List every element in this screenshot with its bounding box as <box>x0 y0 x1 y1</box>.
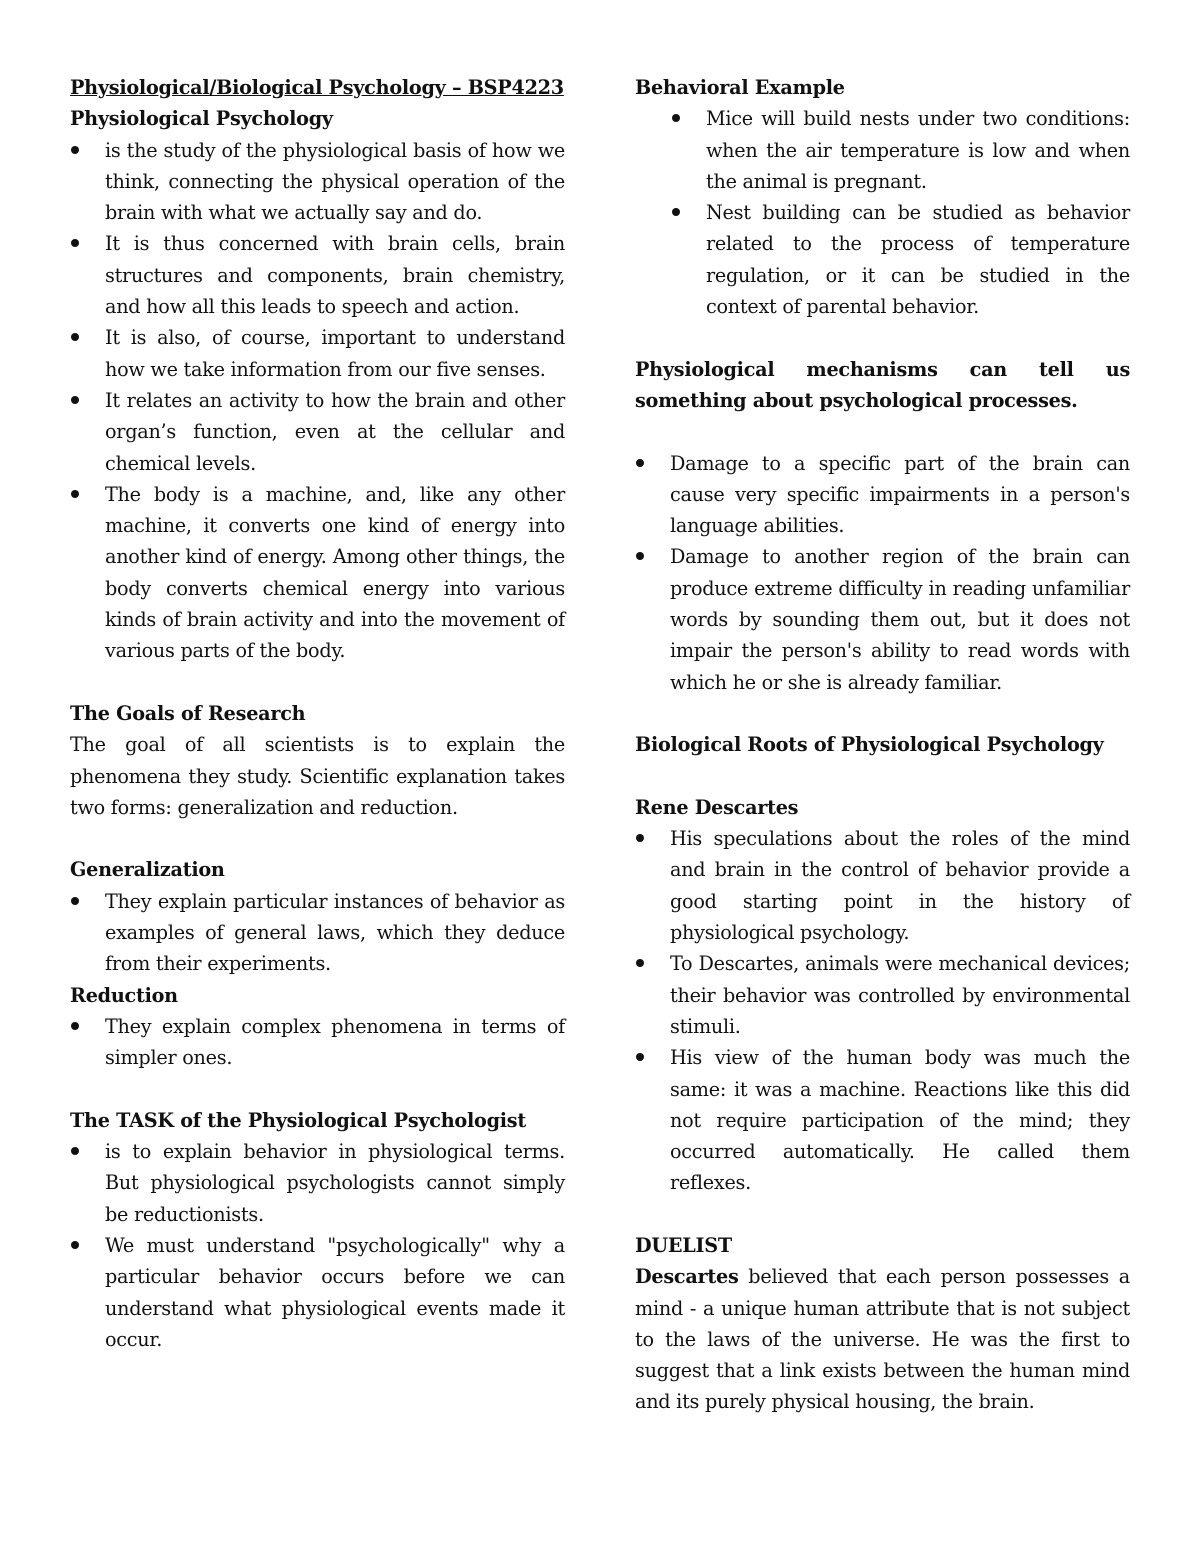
behavioral-example-list <box>671 103 1130 322</box>
bullet-icon <box>71 239 79 247</box>
bullet-icon <box>636 834 644 842</box>
list-item: Nest building can be studied as behavior related to the process of temperature regulation, or it can be studied in the context of parental behavior. <box>671 197 1130 322</box>
list-item: To Descartes, animals were mechanical devices; their behavior was controlled by environmental stimuli. <box>635 948 1130 1042</box>
left-column <box>70 72 565 1355</box>
bullet-icon <box>636 552 644 560</box>
right-column <box>635 72 1130 1418</box>
bullet-icon <box>71 1147 79 1155</box>
spacer <box>70 823 565 854</box>
bullet-icon <box>71 396 79 404</box>
heading-goals-of-research: The Goals of Research <box>70 701 306 725</box>
list-item: Damage to a specific part of the brain can cause very specific impairments in a person's language abilities. <box>635 448 1130 542</box>
mechanisms-list <box>635 448 1130 698</box>
list-item: We must understand "psychologically" why a particular behavior occurs before we can understand what physiological events made it occur. <box>70 1230 565 1355</box>
list-item: Damage to another region of the brain can produce extreme difficulty in reading unfamiliar words by sounding them out, but it does not impair the person's ability to read words with which he or she is already familiar. <box>635 541 1130 697</box>
heading-biological-roots: Biological Roots of Physiological Psychology <box>635 733 1104 757</box>
bullet-icon <box>636 459 644 467</box>
list-item: They explain particular instances of behavior as examples of general laws, which they deduce from their experiments. <box>70 886 565 980</box>
list-item: It relates an activity to how the brain and other organ’s function, even at the cellular and chemical levels. <box>70 385 565 479</box>
bullet-icon <box>636 959 644 967</box>
goals-paragraph: The goal of all scientists is to explain the phenomena they study. Scientific explanation takes two forms: generalization and reduction. <box>70 733 565 819</box>
spacer <box>70 667 565 698</box>
duelist-text: believed that each person possesses a mind - a unique human attribute that is not subject to the laws of the universe. He was the first to suggest that a link exists between the human mind and its purely physical housing, the brain. <box>635 1265 1130 1414</box>
bullet-icon <box>71 1022 79 1030</box>
heading-duelist: DUELIST <box>635 1233 732 1257</box>
list-item: They explain complex phenomena in terms of simpler ones. <box>70 1011 565 1074</box>
spacer <box>635 761 1130 792</box>
document-title: Physiological/Biological Psychology – BSP4223 <box>70 76 564 99</box>
list-item: Mice will build nests under two conditions: when the air temperature is low and when the animal is pregnant. <box>671 103 1130 197</box>
bullet-icon <box>672 208 680 216</box>
bullet-icon <box>71 333 79 341</box>
task-list <box>70 1136 565 1355</box>
list-item: It is thus concerned with brain cells, brain structures and components, brain chemistry, and how all this leads to speech and action. <box>70 228 565 322</box>
spacer <box>635 1199 1130 1230</box>
list-item: is to explain behavior in physiological terms. But physiological psychologists cannot simply be reductionists. <box>70 1136 565 1230</box>
bullet-icon <box>71 897 79 905</box>
heading-generalization: Generalization <box>70 858 225 882</box>
list-item: His speculations about the roles of the mind and brain in the control of behavior provide a good starting point in the history of physiological psychology. <box>635 823 1130 948</box>
physiological-psychology-list <box>70 135 565 667</box>
list-item: The body is a machine, and, like any other machine, it converts one kind of energy into another kind of energy. Among other things, the body converts chemical energy into various kinds of brain activity and into the movement of various parts of the body. <box>70 479 565 667</box>
bullet-icon <box>71 490 79 498</box>
list-item: His view of the human body was much the same: it was a machine. Reactions like this did not require participation of the mind; they occurred automatically. He called them reflexes. <box>635 1042 1130 1198</box>
bullet-icon <box>636 1053 644 1061</box>
heading-task: The TASK of the Physiological Psychologist <box>70 1108 526 1132</box>
heading-physiological-mechanisms: Physiological mechanisms can tell us something about psychological processes. <box>635 357 1130 412</box>
spacer <box>635 698 1130 729</box>
bullet-icon <box>71 1241 79 1249</box>
spacer <box>70 1074 565 1105</box>
spacer <box>635 322 1130 353</box>
heading-reduction: Reduction <box>70 983 178 1007</box>
list-item: is the study of the physiological basis of how we think, connecting the physical operation of the brain with what we actually say and do. <box>70 135 565 229</box>
heading-rene-descartes: Rene Descartes <box>635 795 799 819</box>
generalization-list <box>70 886 565 980</box>
duelist-lead: Descartes <box>635 1265 739 1289</box>
bullet-icon <box>672 114 680 122</box>
list-item: It is also, of course, important to understand how we take information from our five senses. <box>70 322 565 385</box>
bullet-icon <box>71 146 79 154</box>
reduction-list <box>70 1011 565 1074</box>
descartes-list <box>635 823 1130 1199</box>
spacer <box>635 416 1130 447</box>
duelist-paragraph <box>635 1261 1130 1417</box>
heading-behavioral-example: Behavioral Example <box>635 76 845 99</box>
heading-physiological-psychology: Physiological Psychology <box>70 107 333 131</box>
